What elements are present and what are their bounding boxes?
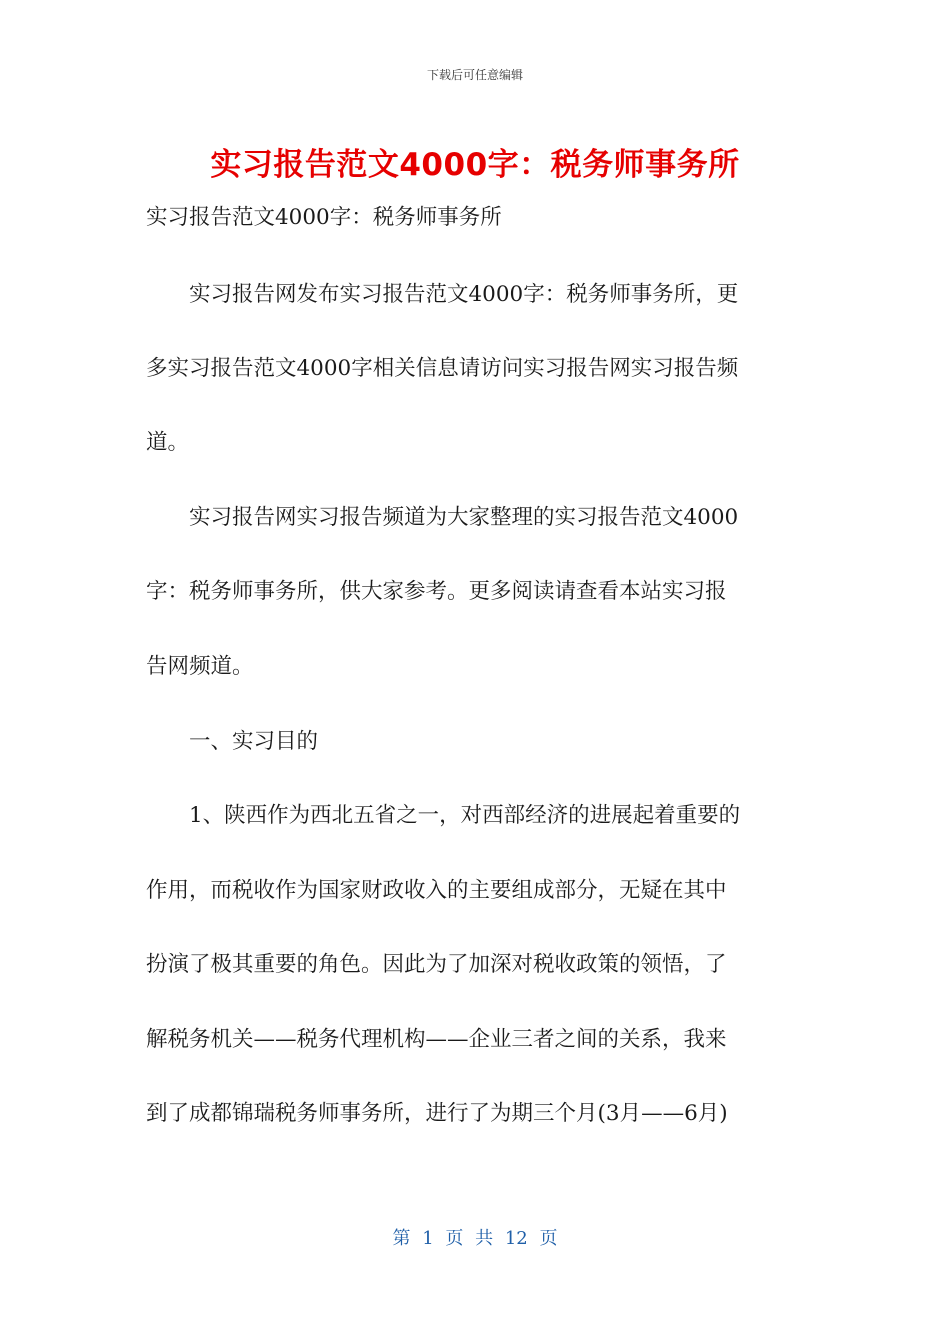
section-heading: 一、实习目的 — [146, 729, 319, 754]
paragraph-line: 多实习报告范文4000字相关信息请访问实习报告网实习报告频 — [146, 356, 739, 381]
document-title: 实习报告范文4000字：税务师事务所 — [210, 147, 740, 183]
paragraph-line: 告网频道。 — [146, 654, 254, 679]
paragraph-line: 到了成都锦瑞税务师事务所，进行了为期三个月(3月——6月) — [146, 1101, 728, 1126]
paragraph-line: 实习报告网发布实习报告范文4000字：税务师事务所，更 — [146, 282, 739, 307]
page-header-note: 下载后可任意编辑 — [426, 68, 523, 82]
paragraph-line: 道。 — [146, 430, 190, 455]
paragraph-line: 解税务机关——税务代理机构——企业三者之间的关系，我来 — [146, 1027, 727, 1052]
paragraph-line: 作用，而税收作为国家财政收入的主要组成部分，无疑在其中 — [146, 878, 727, 903]
paragraph-line: 扮演了极其重要的角色。因此为了加深对税收政策的领悟，了 — [146, 952, 727, 977]
paragraph-line: 实习报告网实习报告频道为大家整理的实习报告范文4000 — [146, 505, 739, 530]
subtitle-line: 实习报告范文4000字：税务师事务所 — [146, 205, 502, 230]
paragraph-line: 1、陕西作为西北五省之一，对西部经济的进展起着重要的 — [146, 803, 741, 828]
page-number: 第 1 页 共 12 页 — [392, 1228, 558, 1249]
paragraph-line: 字：税务师事务所，供大家参考。更多阅读请查看本站实习报 — [146, 579, 727, 604]
